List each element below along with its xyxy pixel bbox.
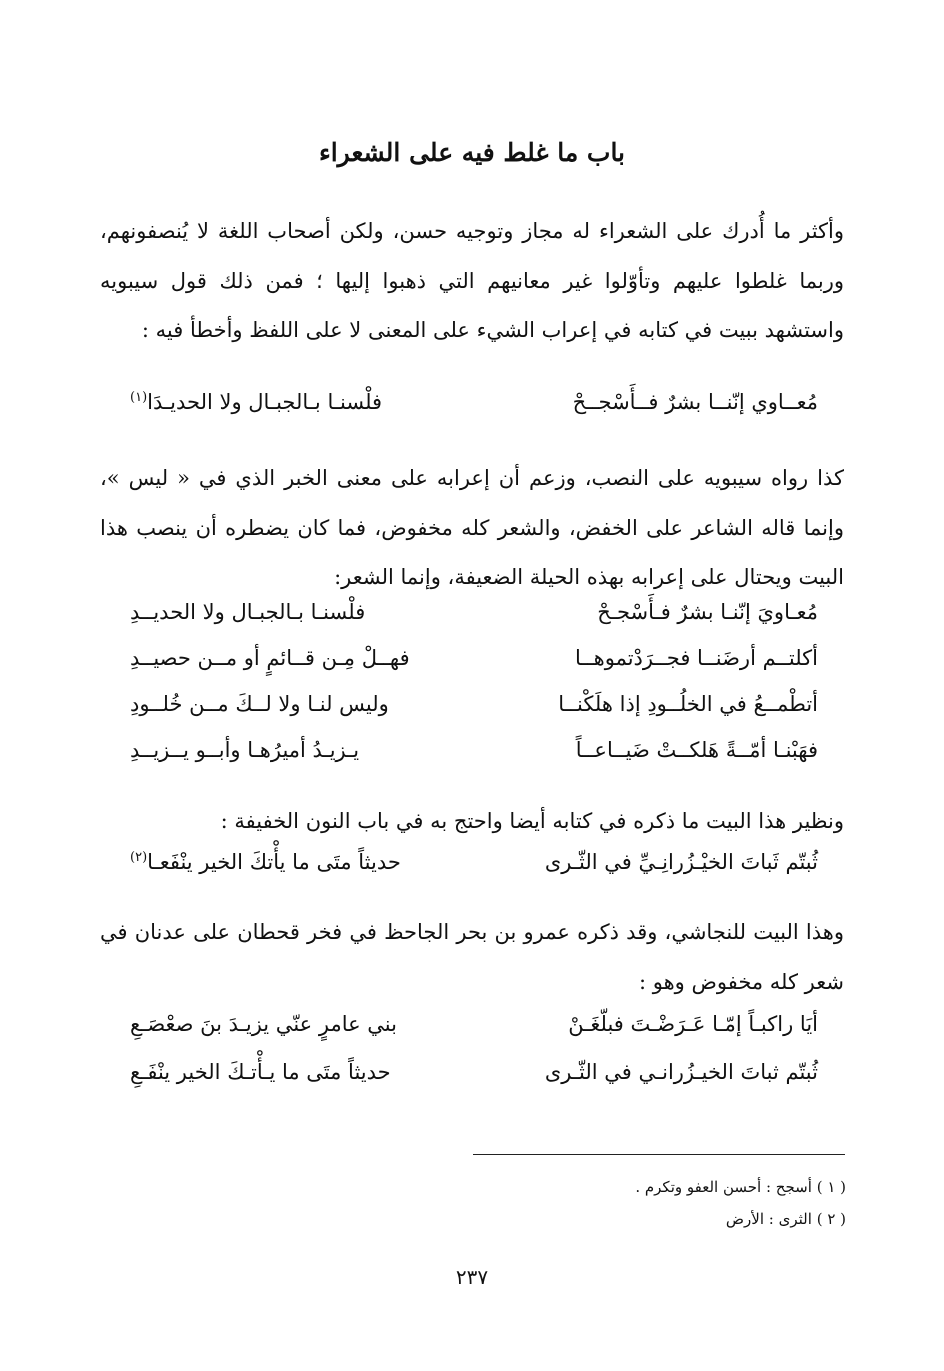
poem-verse-4 [130,738,818,784]
paragraph-analogy: ونظير هذا البيت ما ذكره في كتابه أيضا واحتج به في باب النون الخفيفة : [220,809,844,833]
verse-hemistich-second: وليس لنـا ولا لــكَ مــن خُلــودِ [130,692,389,716]
verse-hemistich-first: فهَبْنـا أمّــةً هَلكــتْ ضَيــاعــاً [575,738,818,762]
verse-hemistich-second: بني عامرٍ عنّي يزيـدَ بنَ صعْصَـعِ [130,1012,397,1036]
verse-hemistich-second: فلْسنـا بـالجبـال ولا الحديــدِ [130,600,366,624]
verse-hemistich-text: حديثاً متَى ما يأْتكَ الخير ينْفَعـا [147,850,401,874]
verse-hemistich-second [130,390,382,414]
poem-verse-3 [130,692,818,738]
verse-hemistich-first: أيَا راكبـاً إمّـا عَـرَضْـتَ فبلّغَـنْ [568,1012,818,1036]
verse-hemistich-first: ثُبتّم ثباتَ الخيـزُرانـي في الثّـرى [544,1060,818,1084]
footnote-number: ( ٢ ) [816,1210,846,1228]
verse-hemistich-second: حديثاً متَى ما يـأْتـكَ الخير ينْفَـعِ [130,1060,391,1084]
verse-hemistich-first: مُعـاويَ إنّنـا بشرٌ فـأَسْجـحْ [597,600,818,624]
footnote-text: الثرى : الأرض [725,1210,812,1228]
paragraph-commentary: كذا رواه سيبويه على النصب، وزعم أن إعرابه على معنى الخبر الذي في « ليس »، وإنما قاله الشاعر على الخفض، والشعر كله مخفوض، فما كان يضطره أن ينصب هذا البيت ويحتال على إعرابه بهذه الحيلة الضعيفة، وإنما الشعر: [100,466,844,589]
verse-hemistich-first: أكلتــم أرضَنــا فجــرَدْتموهــا [574,646,818,670]
footnote-ref-1: (١) [130,390,148,405]
verse-hemistich-text: فلْسنـا بـالجبـال ولا الحديـدَا [147,390,383,414]
footnote-text: أسجح : أحسن العفو وتكرم . [635,1178,812,1196]
verse-hemistich-second: فهــلْ مِـن قــائمٍ أو مــن حصيــدِ [130,646,410,670]
chapter-title: باب ما غلط فيه على الشعراء [318,138,626,167]
footnote-ref-2: (٢) [130,850,148,865]
footnote-2 [300,1210,846,1228]
footnote-number: ( ١ ) [816,1178,846,1196]
poem2-verse-1 [130,1012,818,1058]
paragraph-intro: وأكثر ما أُدرك على الشعراء له مجاز وتوجيه حسن، ولكن أصحاب اللغة لا يُنصفونهم، وربما غلطوا عليهم وتأوّلوا غير معانيهم التي ذهبوا إليها ؛ فمن ذلك قول سيبويه واستشهد ببيت في كتابه في إعراب الشيء على المعنى لا على اللفظ وأخطأ فيه : [100,219,844,342]
poem2-verse-2 [130,1060,818,1106]
page-number: ٢٣٧ [455,1265,489,1289]
poem-verse-1 [130,600,818,646]
verse-hemistich-first: أتطْمــعُ في الخلُــودِ إذا هلَكْنــا [558,692,818,716]
verse-hemistich-second [130,850,401,874]
verse-analogy [130,850,818,896]
verse-hemistich-first: ثُبتّم ثَباتَ الخيْـزُرانِـيِّ في الثّـرى [544,850,818,874]
verse-hemistich-first: مُعــاوي إنّنــا بشرٌ فــأَسْجــحْ [572,390,818,414]
poem-verse-2 [130,646,818,692]
footnote-1 [300,1178,846,1196]
footnote-divider [473,1154,845,1155]
verse-quoted [130,390,818,436]
verse-hemistich-second: يـزيـدُ أميرُهـا وأبــو يــزيــدِ [130,738,360,762]
paragraph-najashi: وهذا البيت للنجاشي، وقد ذكره عمرو بن بحر الجاحظ في فخر قحطان على عدنان في شعر كله مخفوض وهو : [100,920,844,994]
